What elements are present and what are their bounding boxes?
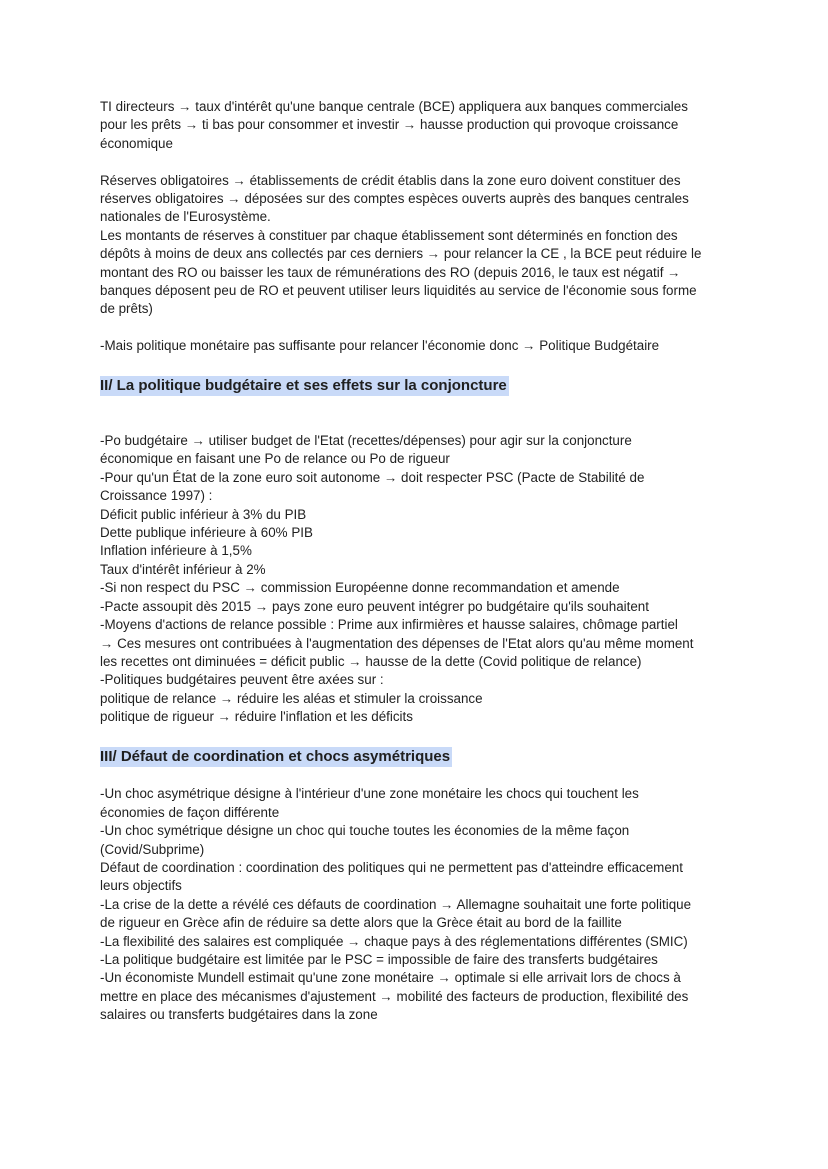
text-line: Dette publique inférieure à 60% PIB [100,525,313,541]
text-line: -La flexibilité des salaires est compliquée → chaque pays à des réglementations différentes (SMIC) [100,933,688,949]
text-line: banques déposent peu de RO et peuvent utiliser leurs liquidités au service de l'économie sous forme [100,283,697,299]
text-line: -La politique budgétaire est limitée par le PSC = impossible de faire des transferts budgétaires [100,951,658,967]
text-line: de prêts) [100,301,153,317]
text-line: -Pour qu'un État de la zone euro soit autonome → doit respecter PSC (Pacte de Stabilité de [100,469,645,485]
text-line: Défaut de coordination : coordination des politiques qui ne permettent pas d'atteindre efficacement [100,859,683,875]
text-line: économies de façon différente [100,804,280,820]
text-line: -Un choc asymétrique désigne à l'intérieur d'une zone monétaire les chocs qui touchent les [100,786,639,802]
text-line: politique de rigueur → réduire l'inflation et les déficits [100,709,413,725]
text-line: Croissance 1997) : [100,488,213,504]
text-line: → Ces mesures ont contribuées à l'augmentation des dépenses de l'Etat alors qu'au même moment [100,635,694,651]
section-heading-defaut-coordination: III/ Défaut de coordination et chocs asymétriques [100,747,451,765]
text-line: -Pacte assoupit dès 2015 → pays zone euro peuvent intégrer po budgétaire qu'ils souhaitent [100,598,649,614]
text-line: Réserves obligatoires → établissements de crédit établis dans la zone euro doivent constituer des [100,172,681,188]
text-line: -Un économiste Mundell estimait qu'une zone monétaire → optimale si elle arrivait lors de chocs à [100,970,681,986]
text-line: TI directeurs → taux d'intérêt qu'une banque centrale (BCE) appliquera aux banques commerciales [100,99,688,114]
text-line: salaires ou transferts budgétaires dans la zone [100,1007,378,1023]
text-line: -Si non respect du PSC → commission Européenne donne recommandation et amende [100,580,620,596]
section-defaut-coordination-content [100,785,728,1024]
text-line: -Mais politique monétaire pas suffisante pour relancer l'économie donc → Politique Budgétaire [100,338,660,354]
text-line: nationales de l'Eurosystème. [100,209,271,225]
text-line: -La crise de la dette a révélé ces défauts de coordination → Allemagne souhaitait une forte politique [100,896,692,912]
section-politique-budgetaire-content [100,432,728,727]
text-line: économique en faisant une Po de relance ou Po de rigueur [100,451,450,467]
section-heading-politique-budgetaire: II/ La politique budgétaire et ses effets sur la conjoncture [100,377,507,395]
text-line: dépôts à moins de deux ans collectés par ces derniers → pour relancer la CE , la BCE peut réduire le [100,246,702,262]
text-line: réserves obligatoires → déposées sur des comptes espèces ouverts auprès des banques centrales [100,191,689,207]
text-line: Déficit public inférieur à 3% du PIB [100,506,307,522]
text-line: mettre en place des mécanismes d'ajustement → mobilité des facteurs de production, flexibilité des [100,988,689,1004]
text-line: Les montants de réserves à constituer par chaque établissement sont déterminés en fonction des [100,227,678,243]
text-line: -Politiques budgétaires peuvent être axées sur : [100,672,384,688]
text-line: économique [100,135,173,151]
text-line: montant des RO ou baisser les taux de rémunérations des RO (depuis 2016, le taux est négatif → [100,264,681,280]
paragraph-transition [100,337,728,355]
text-line: -Un choc symétrique désigne un choc qui touche toutes les économies de la même façon [100,823,630,839]
text-line: de rigueur en Grèce afin de réduire sa dette alors que la Grèce était au bord de la faillite [100,915,622,931]
text-line: pour les prêts → ti bas pour consommer et investir → hausse production qui provoque croissance [100,117,679,133]
text-line: -Moyens d'actions de relance possible : Prime aux infirmières et hausse salaires, chômage partiel [100,617,678,633]
text-line: -Po budgétaire → utiliser budget de l'Etat (recettes/dépenses) pour agir sur la conjoncture [100,433,632,449]
text-line: politique de relance → réduire les aléas et stimuler la croissance [100,690,483,706]
text-line: leurs objectifs [100,878,182,894]
text-line: Taux d'intérêt inférieur à 2% [100,561,266,577]
text-line: les recettes ont diminuées = déficit public → hausse de la dette (Covid politique de relance) [100,653,642,669]
paragraph-reserves-obligatoires [100,172,728,319]
text-line: (Covid/Subprime) [100,841,205,857]
text-line: Inflation inférieure à 1,5% [100,543,252,559]
paragraph-taux-directeurs [100,98,728,153]
